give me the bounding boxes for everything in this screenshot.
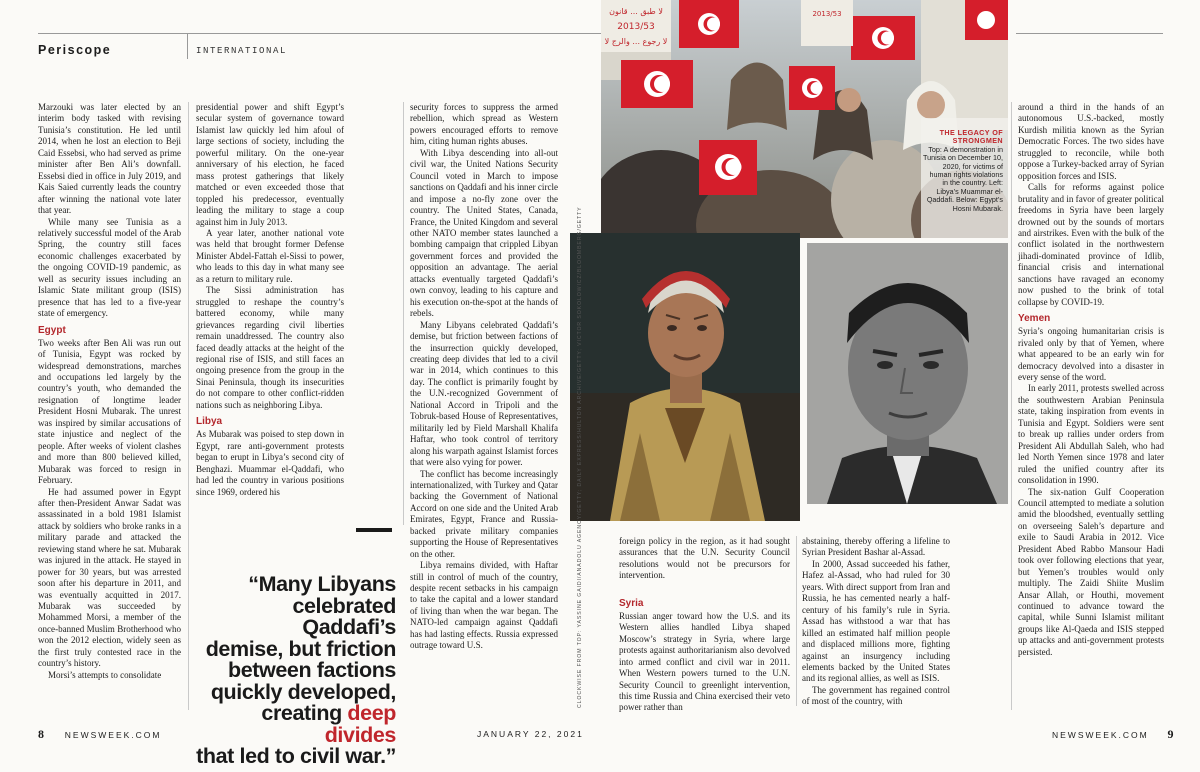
paragraph: Morsi’s attempts to consolidate — [48, 669, 162, 680]
header-rule-left — [38, 33, 601, 34]
paragraph: around a third in the hands of an autonomous U.S.-backed, mostly Kurdish militia known as the Syrian Democratic Forces. The two sides have struggled to reconcile, while both oppose a Turkey-backed array of Syrian opposition forces and ISIS. — [1018, 102, 1164, 181]
subhead-egypt: Egypt — [38, 324, 66, 336]
paragraph: Russian anger toward how the U.S. and its Western allies handled Libya shaped Moscow’s strategy in Syria, where large protests against authoritarianism also devolved into armed conflict and civil war in 2011. When Western powers turned to the U.N. Security Council to greenlight intervention, this time Russia and China exercised their veto power rather than — [619, 610, 790, 713]
subhead-syria: Syria — [619, 597, 644, 609]
paragraph: Syria’s ongoing humanitarian crisis is rivaled only by that of Yemen, where what appeared to be an early win for democracy devolved into a disaster in every sense of the word. — [1018, 326, 1164, 382]
tunisian-flag — [699, 140, 757, 195]
qaddafi-illustration — [570, 233, 800, 521]
footer-right — [1052, 727, 1174, 742]
footer-site-right: NEWSWEEK.COM — [1052, 730, 1149, 740]
paragraph: While many see Tunisia as a relatively successful model of the Arab Spring, the country still faces economic challenges exacerbated by the ongoing COVID-19 pandemic, as well as security issues including an Islamic State militant group (ISIS) presence that has led to a five-year state of emergency. — [38, 216, 181, 319]
paragraph: In early 2011, protests swelled across the southwestern Arabian Peninsula state, taking inspiration from events in Tunisia and Egypt. Soldiers were sent to break up rallies under orders from President Ali Abdullah Saleh, who had led North Yemen since 1978 and later ruled the unified country after its consolidation in 1990. — [1018, 383, 1164, 486]
mubarak-illustration — [807, 243, 1008, 504]
sign-text: لا رجوع ... والرج لا — [604, 37, 668, 46]
pull-quote — [196, 574, 396, 768]
pullquote-bar — [356, 528, 392, 532]
sign-text: 2013/53 — [617, 22, 655, 32]
article-column-6 — [1018, 102, 1164, 658]
paragraph: The conflict has become increasingly internationalized, with Turkey and Qatar backing the Government of National Accord on one side and the United Arab Emirates, Egypt, France and Russia-backed private military companies supporting the House of Representatives on the other. — [410, 468, 558, 559]
paragraph: He had assumed power in Egypt after then-President Anwar Sadat was assassinated in a bold 1981 Islamist attack by soldiers who broke ranks in a military parade and attacked the reviewing stand where he sat. Mubarak was injured in the attack. He stayed in power for 30 years, but was arrested soon after his departure in 2011, and was eventually acquitted in 2017. Mubarak was succeeded by Mohammed Morsi, a member of the once-banned Muslim Brotherhood who won the 2012 election, widely seen as the first truly contested race in the country’s history. — [38, 486, 181, 669]
column-rule — [796, 536, 797, 706]
paragraph: A year later, another national vote was held that brought former Defense Minister Abdel-Fattah el-Sissi to power, who leads to this day in what many see as a return to military rule. — [196, 227, 344, 284]
page-number-right: 9 — [1167, 727, 1174, 741]
paragraph: The six-nation Gulf Cooperation Council attempted to mediate a solution amid the bloodshed, eventually settling on overseeing Saleh’s departure and exile to Saudi Arabia in 2012. Vice President Abed Rabbo Mansour Hadi took over following elections that year, but Yemen’s troubles would only multiply. The Zaidi Shiite Muslim Ansar Allah, or Houthi, movement continued to advance toward the capital, while Sunni Islamist militant groups like Al-Qaeda and ISIS stepped up attacks and anti-government protests persisted. — [1018, 486, 1164, 657]
caption-body: Top: A demonstration in Tunisia on December 10, 2020, for victims of human rights violations in the country. Left: Libya’s Muammar el-Qaddafi. Below: Egypt’s Hosni Mubarak. — [922, 144, 1003, 213]
tunisian-flag — [679, 0, 739, 48]
paragraph: foreign policy in the region, as it had sought assurances that the U.N. Security Council resolutions would not be precursors for intervention. — [619, 536, 790, 581]
article-column-3 — [410, 102, 558, 652]
article-column-5 — [802, 536, 950, 708]
header-divider — [187, 33, 188, 59]
section-title: Periscope — [38, 43, 112, 57]
footer-site-left: NEWSWEEK.COM — [64, 730, 162, 740]
paragraph: security forces to suppress the armed rebellion, which spread as Western powers encouraged efforts to remove him, citing human rights abuses. — [410, 102, 558, 147]
photo-credit: CLOCKWISE FROM TOP: YASSINE GAIDI/ANADOLU AGENCY/GETTY; DAILY EXPRESS/HULTON ARCHIVE/GETTY; VICTOR SOKOLOWICZ/BLOOMBERG/GETTY — [577, 206, 583, 708]
paragraph: With Libya descending into all-out civil war, the United Nations Security Council voted in March to impose sanctions on Qaddafi and his inner circle and impose a no-fly zone over the country. The United States, Canada, France, the United Kingdom and several other NATO member states launched a bombing campaign that crippled Libyan government forces and provided the opposition an advantage. The aerial attacks eventually targeted Qaddafi’s own convoy, leading to his capture and his execution on-the-spot at the hands of rebels. — [410, 147, 558, 319]
article-column-4 — [619, 536, 790, 714]
paragraph: abstaining, thereby offering a lifeline to Syrian President Bashar al-Assad. — [802, 536, 950, 558]
page-number-left: 8 — [38, 727, 44, 741]
paragraph: presidential power and shift Egypt’s secular system of governance toward Islamist law quickly led him afoul of large sections of society, including the powerful military. On the one-year anniversary of his election, he faced mass protest gatherings that likely matched or even exceeded those that toppled his predecessor, eventually leading the military to stage a coup against him in July 2013. — [196, 102, 344, 227]
footer-left — [38, 727, 162, 742]
pullquote-line: that led to civil war.” — [196, 744, 396, 768]
pullquote-line: celebrated Qaddafi’s — [292, 593, 396, 639]
tunisian-flag — [789, 66, 835, 110]
subhead-yemen: Yemen — [1018, 313, 1051, 325]
footer-date: JANUARY 22, 2021 — [477, 729, 584, 739]
protest-sign — [601, 0, 671, 52]
pullquote-text: creating — [261, 701, 348, 725]
paragraph: Two weeks after Ben Ali was run out of Tunisia, Egypt was rocked by widespread demonstrations, marches and occupations led largely by the country’s youth, who demanded the resignation of longtime leader President Hosni Mubarak. The unrest was inspired by similar accusations of state injustice and neglect of the people. After weeks of violent clashes and more than 800 believed killed, Mubarak was forced to resign in February. — [38, 337, 181, 486]
pullquote-line — [196, 703, 396, 746]
photo-caption — [922, 129, 1003, 213]
paragraph: Many Libyans celebrated Qaddafi’s demise, but friction between factions of the insurrection quickly developed, creating deep divides that led to a civil war in 2014, which continues to this day. The conflict is primarily fought by the U.N.-recognized Government of National Accord in Tripoli and the Tobruk-based House of Representatives, militarily led by Field Marshall Khalifa Haftar, who took control of territory along his warpath against Islamist forces that were also vying for power. — [410, 319, 558, 468]
paragraph: Calls for reforms against police brutality and in favor of greater political freedoms in Syria have been largely drowned out by the sounds of mortars and airstrikes. Even with the bulk of the conflict isolated in the northwestern jihadi-dominated province of Idlib, financial crisis and international sanctions have ravaged an economy now pushed to the brink of total collapse by COVID-19. — [1018, 182, 1164, 307]
paragraph: Marzouki was later elected by an interim body tasked with revising Tunisia’s constitution. He led until 2014, when he lost an election to Beji Caid Essebsi, who had served as prime minister after Ben Ali’s downfall. Essebsi died in office in July 2019, and Kais Saied currently leads the country after winning the national vote later that year. — [38, 102, 181, 216]
column-rule — [403, 102, 404, 525]
sign-text: لا طبق ... قانون — [609, 7, 663, 16]
paragraph: In 2000, Assad succeeded his father, Hafez al-Assad, who had ruled for 30 years. With direct support from Iran and Russia, he has cemented nearly a half-century of his family’s rule in Syria. Assad has withstood a war that has killed an estimated half million people and displaced millions more, fighting against an insurgency including elements backed by the United States and its regional allies, as well as ISIS. — [802, 558, 950, 684]
mubarak-photo — [807, 243, 1008, 504]
column-rule — [1011, 102, 1012, 710]
pullquote-line: quickly developed, — [210, 679, 396, 704]
paragraph: As Mubarak was poised to step down in Egypt, rare anti-government protests began to erupt in Libya’s second city of Benghazi. Muammar el-Qaddafi, who had led the country in various positions since 1969, ordered his — [196, 429, 344, 497]
subhead-libya: Libya — [196, 416, 223, 428]
caption-head: THE LEGACY OF — [939, 128, 1003, 137]
header-rule-right — [1016, 33, 1163, 34]
pullquote-highlight: deep divides — [324, 701, 396, 747]
caption-head: STRONGMEN — [952, 136, 1003, 146]
column-rule — [188, 102, 189, 710]
sign-text: 2013/53 — [812, 10, 842, 18]
tunisian-flag — [965, 0, 1008, 40]
paragraph: The government has regained control of most of the country, with — [802, 684, 950, 707]
subsection-label: INTERNATIONAL — [196, 46, 288, 56]
pullquote-line: demise, but friction — [205, 636, 396, 661]
article-column-2 — [196, 102, 344, 498]
paragraph: Libya remains divided, with Haftar still in control of much of the country, despite recent setbacks in his campaign to take the capital and a lower standard of living than when the war began. The NATO-led campaign against Qaddafi has had lasting effects. Russia expressed outrage toward U.S. — [410, 560, 558, 651]
paragraph: The Sissi administration has struggled to reshape the country’s battered economy, while many grievances regarding civil liberties remain unaddressed. The country also faced deadly attacks at the height of the regional rise of ISIS, and still faces an ongoing presence from the group in the Sinai Peninsula, though its insecurities do not compare to other conflict-ridden nations such as neighboring Libya. — [196, 285, 344, 410]
qaddafi-photo — [570, 233, 800, 521]
tunisian-flag — [621, 60, 693, 108]
pullquote-line: between factions — [227, 658, 396, 682]
article-column-1 — [38, 102, 181, 681]
pullquote-line: “Many Libyans — [248, 572, 396, 596]
tunisian-flag — [851, 16, 915, 60]
